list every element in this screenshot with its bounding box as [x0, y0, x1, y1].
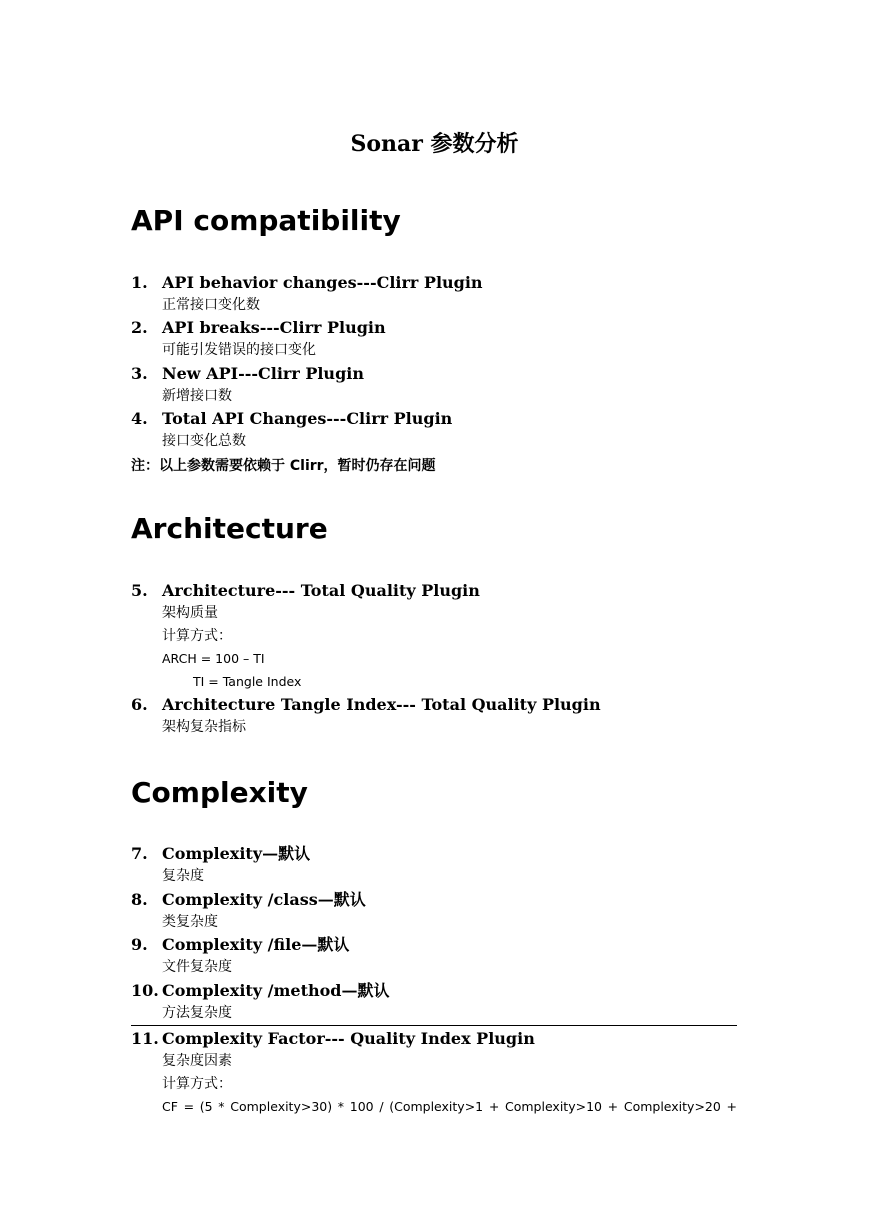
- arch-formula: ARCH = 100 – TI: [162, 651, 265, 666]
- item-description: 复杂度因素: [162, 1053, 232, 1069]
- item-number: 8.: [131, 890, 148, 909]
- document-title: Sonar 参数分析: [350, 131, 519, 157]
- calc-label: 计算方式：: [162, 1076, 232, 1092]
- item-number: 5.: [131, 581, 148, 600]
- item-number: 11.: [131, 1029, 159, 1048]
- item-description: 方法复杂度: [162, 1005, 232, 1021]
- item-title: Complexity /file—默认: [162, 935, 350, 954]
- item-description: 接口变化总数: [162, 433, 246, 449]
- item-description: 架构复杂指标: [162, 719, 246, 735]
- item-description: 类复杂度: [162, 914, 218, 930]
- item-number: 7.: [131, 844, 148, 863]
- complexity-factor-formula: CF = (5 * Complexity>30) * 100 / (Complexity>1 + Complexity>10 + Complexity>20 +: [162, 1099, 737, 1114]
- item-description: 复杂度: [162, 868, 204, 884]
- item-title: Complexity /method—默认: [162, 981, 390, 1000]
- item-description: 正常接口变化数: [162, 297, 260, 313]
- item-title: Architecture--- Total Quality Plugin: [162, 581, 480, 600]
- item-number: 10.: [131, 981, 159, 1000]
- item-description: 新增接口数: [162, 388, 232, 404]
- item-title: Total API Changes---Clirr Plugin: [162, 409, 453, 428]
- item-title: Complexity—默认: [162, 844, 311, 863]
- item-title: Complexity /class—默认: [162, 890, 366, 909]
- section-heading-architecture: Architecture: [131, 512, 328, 545]
- item-number: 6.: [131, 695, 148, 714]
- item-number: 4.: [131, 409, 148, 428]
- item-description: 架构质量: [162, 605, 218, 621]
- item-title: API breaks---Clirr Plugin: [162, 318, 386, 337]
- item-title: Architecture Tangle Index--- Total Quality Plugin: [162, 695, 601, 714]
- item-number: 3.: [131, 364, 148, 383]
- item-title: Complexity Factor--- Quality Index Plugin: [162, 1029, 535, 1048]
- item-number: 9.: [131, 935, 148, 954]
- item-title: API behavior changes---Clirr Plugin: [162, 273, 483, 292]
- item-description: 文件复杂度: [162, 959, 232, 975]
- item-description: 可能引发错误的接口变化: [162, 342, 316, 358]
- item-number: 1.: [131, 273, 148, 292]
- item-title: New API---Clirr Plugin: [162, 364, 364, 383]
- item-number: 2.: [131, 318, 148, 337]
- horizontal-divider: [131, 1025, 737, 1026]
- section-heading-api-compatibility: API compatibility: [131, 204, 401, 237]
- calc-label: 计算方式：: [162, 628, 232, 644]
- tangle-index-definition: TI = Tangle Index: [193, 674, 302, 689]
- api-note: 注：以上参数需要依赖于 Clirr，暂时仍存在问题: [131, 458, 436, 474]
- section-heading-complexity: Complexity: [131, 776, 308, 809]
